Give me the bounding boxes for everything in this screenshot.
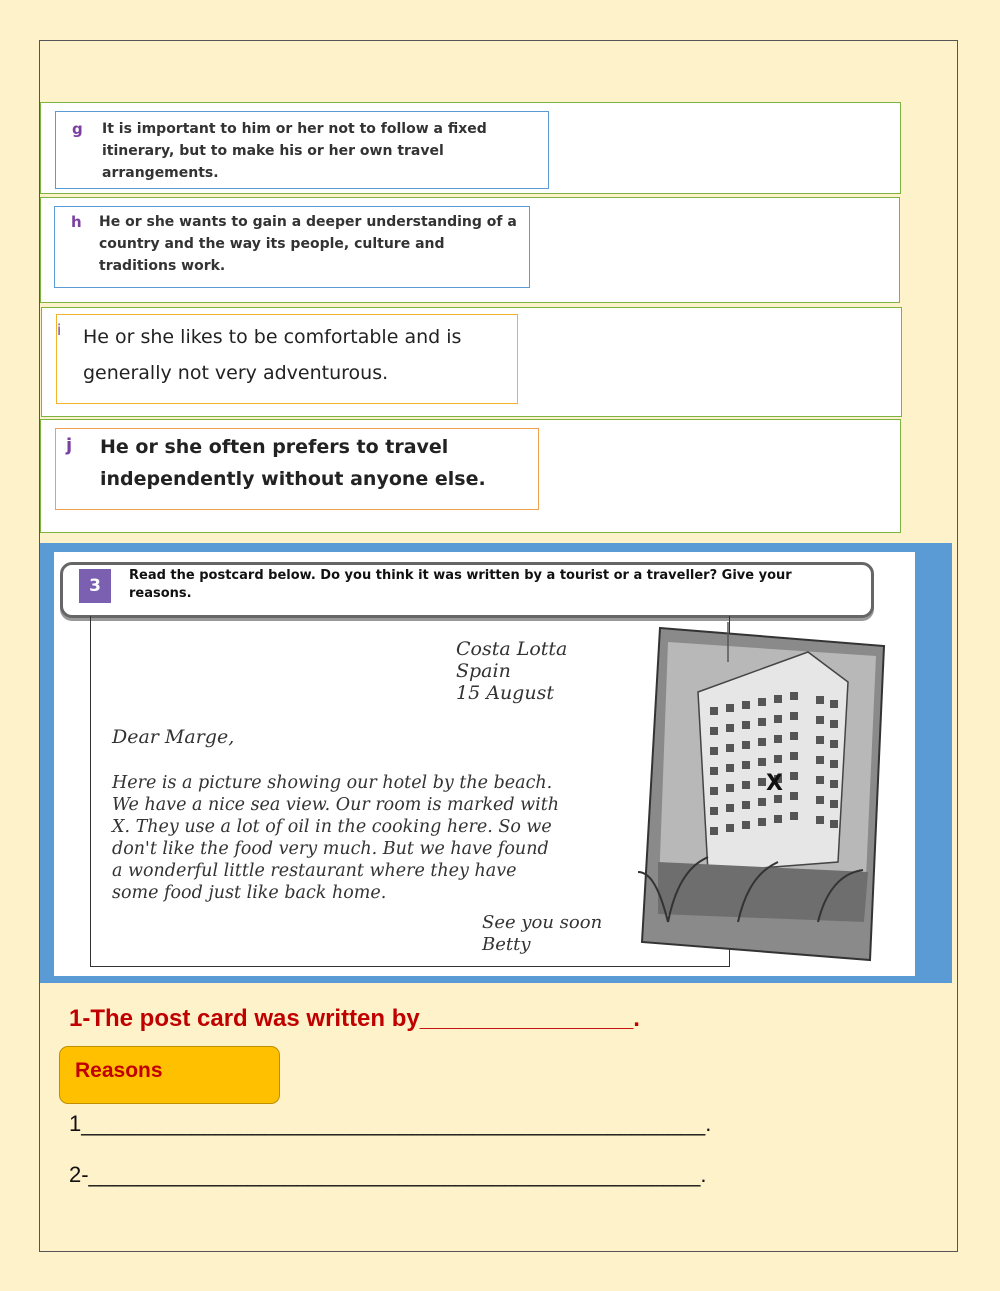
statement-row-j [40, 419, 901, 533]
body-line: a wonderful little restaurant where they have [112, 861, 517, 881]
closing-line: See you soon [482, 912, 603, 933]
item-text: He or she often prefers to travel independently without anyone else. [100, 436, 486, 490]
statement-row-g [40, 102, 901, 194]
postcard-address [456, 638, 567, 704]
body-line: some food just like back home. [112, 883, 387, 903]
address-line: Costa Lotta [456, 638, 568, 660]
reasons-label: Reasons [75, 1059, 163, 1082]
body-line: Here is a picture showing our hotel by the beach. [112, 773, 553, 793]
statement-card-j [55, 428, 539, 510]
postcard-greeting: Dear Marge, [112, 726, 235, 748]
statement-card-h [54, 206, 530, 288]
task-number-badge: 3 [79, 569, 111, 603]
item-text: He or she wants to gain a deeper understanding of a country and the way its people, culture and traditions work. [99, 214, 517, 274]
address-line: 15 August [456, 682, 554, 704]
instruction-banner [60, 562, 874, 618]
body-line: X. They use a lot of oil in the cooking here. So we [112, 817, 552, 837]
closing-line: Betty [482, 934, 531, 955]
statement-row-h [40, 197, 900, 303]
reasons-badge [59, 1046, 280, 1104]
item-text: He or she likes to be comfortable and is generally not very adventurous. [83, 326, 462, 384]
item-text: It is important to him or her not to follow a fixed itinerary, but to make his or her own travel arrangements. [102, 121, 487, 181]
item-letter: h [71, 213, 82, 231]
statement-card-i [56, 314, 518, 404]
postcard-body [112, 772, 559, 904]
statement-card-g [55, 111, 549, 189]
body-line: don't like the food very much. But we have found [112, 839, 549, 859]
postcard-closing [482, 912, 602, 956]
hotel-photo [638, 622, 888, 962]
answer-line-2[interactable]: 2-__________________________________________________. [69, 1162, 707, 1187]
postcard-inner [54, 552, 915, 976]
task-instruction: Read the postcard below. Do you think it was written by a tourist or a traveller? Give your reasons. [129, 568, 792, 601]
question-text: 1-The post card was written by________________. [69, 1005, 640, 1032]
postcard-panel [40, 543, 952, 983]
item-letter: g [72, 120, 83, 138]
item-letter: j [66, 435, 73, 456]
address-line: Spain [456, 660, 511, 682]
item-letter: i [57, 321, 62, 339]
statement-row-i [41, 307, 902, 417]
body-line: We have a nice sea view. Our room is marked with [112, 795, 560, 815]
answer-line-1[interactable]: 1___________________________________________________. [69, 1111, 712, 1136]
photo-mark: X [766, 771, 783, 796]
